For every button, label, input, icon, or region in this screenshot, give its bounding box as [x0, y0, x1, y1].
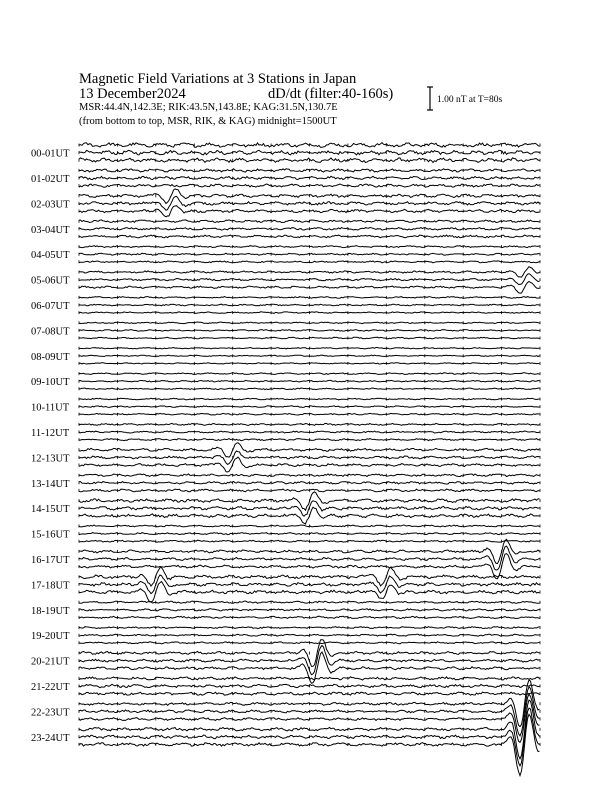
hour-label-23-24UT: 23-24UT	[31, 732, 70, 744]
hour-label-18-19UT: 18-19UT	[31, 605, 70, 617]
hour-label-00-01UT: 00-01UT	[31, 148, 70, 160]
hour-label-08-09UT: 08-09UT	[31, 351, 70, 363]
hour-label-03-04UT: 03-04UT	[31, 224, 70, 236]
filter-label: dD/dt (filter:40-160s)	[268, 86, 394, 102]
hour-label-09-10UT: 09-10UT	[31, 377, 70, 389]
hour-label-13-14UT: 13-14UT	[31, 478, 70, 490]
scale-bar	[427, 87, 433, 110]
hour-label-21-22UT: 21-22UT	[31, 682, 70, 693]
chart-date: 13 December2024	[79, 86, 186, 102]
scale-bar-label: 1.00 nT at T=80s	[437, 95, 503, 105]
hour-label-04-05UT: 04-05UT	[31, 250, 70, 262]
station-coordinates: MSR:44.4N,142.3E; RIK:43.5N,143.8E; KAG:31.5N,130.7E	[79, 102, 338, 113]
hour-label-07-08UT: 07-08UT	[31, 326, 70, 338]
hour-label-10-11UT: 10-11UT	[31, 402, 70, 414]
hour-label-01-02UT: 01-02UT	[31, 174, 70, 185]
hour-label-16-17UT: 16-17UT	[31, 555, 70, 566]
hour-label-05-06UT: 05-06UT	[31, 275, 70, 287]
station-order-note: (from bottom to top, MSR, RIK, & KAG) midnight=1500UT	[79, 116, 337, 127]
hour-label-14-15UT: 14-15UT	[31, 504, 70, 516]
hour-label-12-13UT: 12-13UT	[31, 453, 70, 465]
hour-label-02-03UT: 02-03UT	[31, 199, 70, 211]
hour-label-19-20UT: 19-20UT	[31, 631, 70, 643]
hour-label-20-21UT: 20-21UT	[31, 656, 70, 668]
hour-label-06-07UT: 06-07UT	[31, 301, 70, 312]
hour-label-15-16UT: 15-16UT	[31, 529, 70, 541]
chart-title: Magnetic Field Variations at 3 Stations in Japan	[79, 71, 357, 87]
hour-label-22-23UT: 22-23UT	[31, 707, 70, 719]
hour-label-17-18UT: 17-18UT	[31, 580, 70, 592]
hour-label-11-12UT: 11-12UT	[31, 428, 70, 439]
